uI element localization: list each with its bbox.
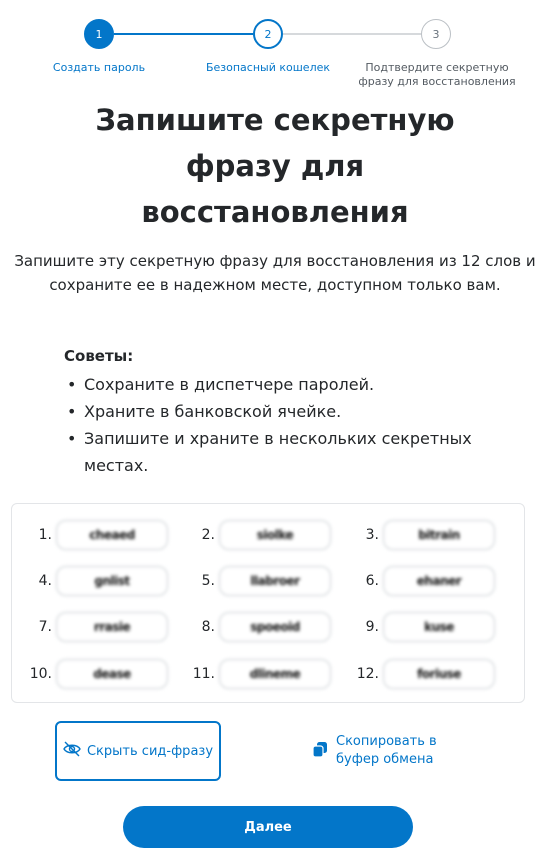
step-1-circle: 1 [84, 19, 114, 49]
seed-word-number: 5. [201, 573, 215, 589]
seed-word-cell [185, 612, 331, 642]
seed-word-field: llabroer [219, 566, 331, 596]
copy-icon [312, 741, 328, 763]
step-3-circle: 3 [421, 19, 451, 49]
hide-seed-phrase-label: Скрыть сид-фразу [86, 743, 214, 759]
stepper [0, 0, 550, 100]
tip-item: • Храните в банковской ячейке. [64, 398, 504, 425]
copy-label-line-2: буфер обмена [336, 752, 434, 767]
tips-section [64, 345, 504, 479]
tips-list [64, 371, 504, 479]
seed-word-number: 12. [356, 666, 379, 682]
seed-word-number: 2. [201, 527, 215, 543]
tip-item: • Сохраните в диспетчере паролей. [64, 371, 504, 398]
seed-word-cell [349, 566, 495, 596]
seed-word-cell [185, 566, 331, 596]
seed-word-field: ehaner [383, 566, 495, 596]
seed-word-field: foriuse [383, 659, 495, 689]
seed-word-field: gnlist [56, 566, 168, 596]
seed-phrase-grid [11, 503, 525, 703]
step-1-label: Создать пароль [52, 61, 146, 74]
seed-word-number: 11. [192, 666, 215, 682]
step-connector-1 [114, 33, 253, 35]
seed-word-field: siolke [219, 520, 331, 550]
seed-word-number: 4. [38, 573, 52, 589]
seed-word-number: 3. [365, 527, 379, 543]
seed-word-cell [22, 520, 168, 550]
seed-word-field: kuse [383, 612, 495, 642]
next-button[interactable] [123, 806, 413, 848]
seed-word-cell [22, 659, 168, 689]
tip-item: • Запишите и храните в нескольких секретных местах. [64, 425, 504, 479]
seed-word-field: dease [56, 659, 168, 689]
seed-word-field: dlineme [219, 659, 331, 689]
seed-word-number: 9. [365, 619, 379, 635]
seed-word-number: 1. [38, 527, 52, 543]
seed-word-field: spoeoid [219, 612, 331, 642]
seed-word-cell [22, 612, 168, 642]
eye-slash-icon [63, 741, 81, 761]
seed-word-cell [22, 566, 168, 596]
hide-seed-phrase-button[interactable] [55, 721, 221, 781]
seed-word-field: rrasie [56, 612, 168, 642]
seed-word-number: 8. [201, 619, 215, 635]
page-title: Запишите секретную фразу для восстановления [95, 103, 455, 229]
seed-word-number: 10. [29, 666, 52, 682]
seed-word-cell [185, 659, 331, 689]
step-connector-2 [283, 33, 421, 35]
seed-word-number: 6. [365, 573, 379, 589]
seed-word-cell [349, 659, 495, 689]
tips-title: Советы: [64, 347, 134, 365]
step-2-label: Безопасный кошелек [205, 61, 331, 74]
seed-word-cell [349, 520, 495, 550]
seed-word-cell [349, 612, 495, 642]
seed-word-field: bitrain [383, 520, 495, 550]
step-2-circle: 2 [253, 19, 283, 49]
copy-to-clipboard-label [336, 733, 437, 769]
page-description: Запишите эту секретную фразу для восстановления из 12 слов и сохраните ее в надежном месте, доступном только вам. [14, 252, 536, 294]
copy-label-line-1: Скопировать в [336, 734, 437, 749]
seed-word-cell [185, 520, 331, 550]
seed-word-field: cheaed [56, 520, 168, 550]
step-3-label: Подтвердите секретную фразу для восстановления [358, 61, 516, 88]
next-button-label: Далее [244, 819, 292, 835]
copy-to-clipboard-button[interactable] [312, 733, 452, 773]
seed-word-number: 7. [38, 619, 52, 635]
